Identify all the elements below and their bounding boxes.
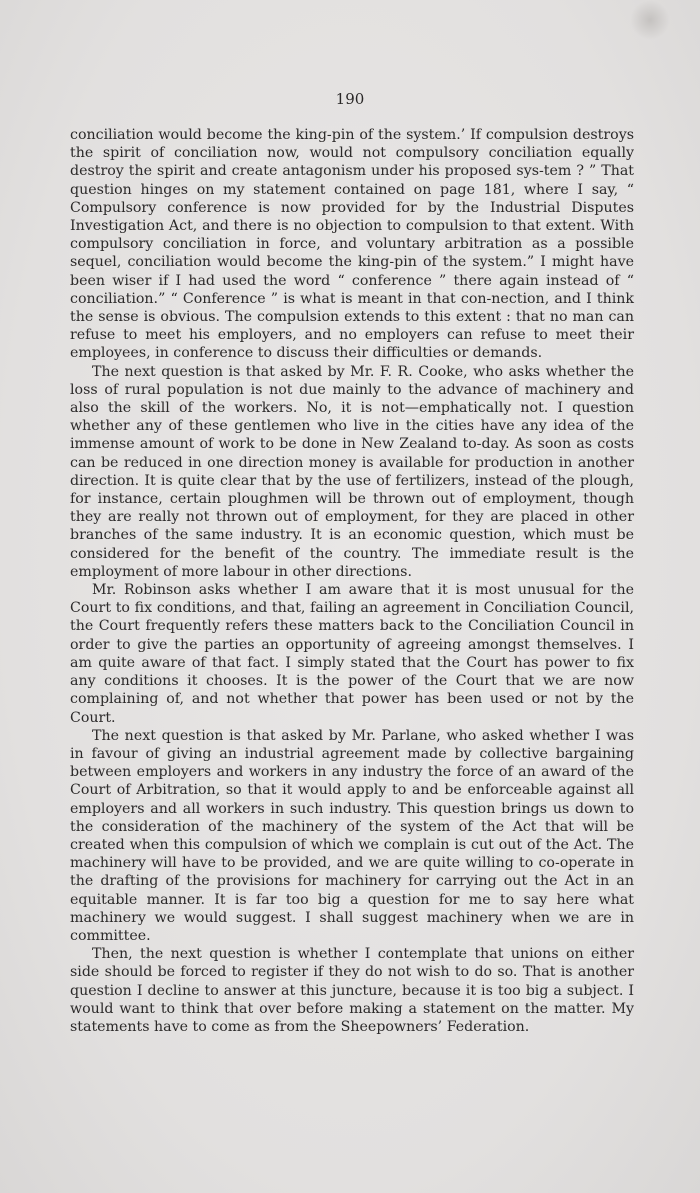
paragraph: conciliation would become the king-pin of the system.’ If compulsion destroys the spirit of conciliation now, would not compulsory conciliation equally destroy the spirit and create antagonism under his proposed sys-tem ? ” That question hinges on my statement contained on page 181, where I say, “ Compulsory conference is now provided for by the Industrial Disputes Investigation Act, and there is no objection to compulsion to that extent. With compulsory conciliation in force, and voluntary arbitration as a possible sequel, conciliation would become the king-pin of the system.” I might have been wiser if I had used the word “ conference ” there again instead of “ conciliation.” “ Conference ” is what is meant in that con-nection, and I think the sense is obvious. The compulsion extends to this extent : that no man can refuse to meet his employers, and no employers can refuse to meet their employees, in conference to discuss their difficulties or demands. [70,127,634,362]
paragraph: The next question is that asked by Mr. Parlane, who asked whether I was in favour of giving an industrial agreement made by collective bargaining between employers and workers in any industry the force of an award of the Court of Arbitration, so that it would apply to and be enforceable against all employers and all workers in such industry. This question brings us down to the consideration of the machinery of the system of the Act that will be created when this compulsion of which we complain is cut out of the Act. The machinery will have to be provided, and we are quite willing to co-operate in the drafting of the provisions for machinery for carrying out the Act in an equitable manner. It is far too big a question for me to say here what machinery we would suggest. I shall suggest machinery when we are in committee. [70,727,634,944]
paper-smudge [630,0,670,40]
paragraph: Then, the next question is whether I contemplate that unions on either side should be forced to register if they do not wish to do so. That is another question I decline to answer at this juncture, because it is too big a subject. I would want to think that over before making a statement on the matter. My statements have to come as from the Sheepowners’ Federation. [70,946,634,1035]
body-text [70,126,634,1036]
paragraph: The next question is that asked by Mr. F. R. Cooke, who asks whether the loss of rural population is not due mainly to the advance of machinery and also the skill of the workers. No, it is not—emphatically not. I question whether any of these gentlemen who live in the cities have any idea of the immense amount of work to be done in New Zealand to-day. As soon as costs can be reduced in one direction money is available for production in another direction. It is quite clear that by the use of fertilizers, instead of the plough, for instance, certain ploughmen will be thrown out of employment, though they are really not thrown out of employment, for they are placed in other branches of the same industry. It is an economic question, which must be considered for the benefit of the country. The immediate result is the employment of more labour in other directions. [70,363,634,580]
paragraph: Mr. Robinson asks whether I am aware that it is most unusual for the Court to fix conditions, and that, failing an agreement in Conciliation Council, the Court frequently refers these matters back to the Conciliation Council in order to give the parties an opportunity of agreeing amongst themselves. I am quite aware of that fact. I simply stated that the Court has power to fix any conditions it chooses. It is the power of the Court that we are now complaining of, and not whether that power has been used or not by the Court. [70,582,634,726]
page-number: 190 [335,90,365,108]
